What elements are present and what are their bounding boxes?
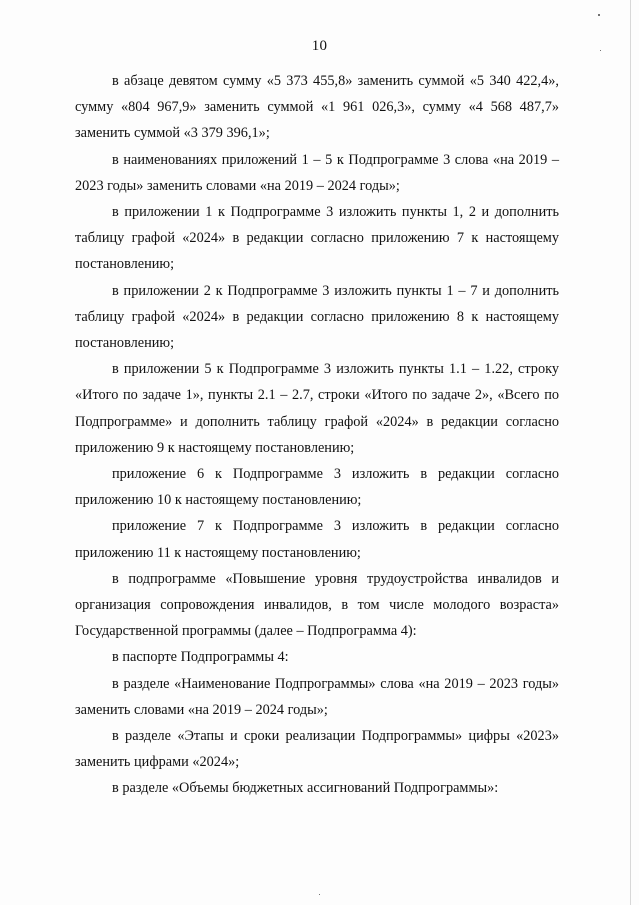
paragraph: в приложении 1 к Подпрограмме 3 изложить пункты 1, 2 и дополнить таблицу графой «2024» в редакции согласно приложению 7 к настоящему постановлению; xyxy=(75,204,559,273)
paragraph: в приложении 2 к Подпрограмме 3 изложить пункты 1 – 7 и дополнить таблицу графой «2024» в редакции согласно приложению 8 к настоящему постановлению; xyxy=(75,282,559,352)
paragraph: в паспорте Подпрограммы 4: xyxy=(112,649,289,666)
document-body xyxy=(75,68,559,802)
paragraph: в абзаце девятом сумму «5 373 455,8» заменить суммой «5 340 422,4», сумму «804 967,9» заменить суммой «1 961 026,3», сумму «4 568 487,7» заменить суммой «3 379 396,1»; xyxy=(75,73,559,142)
paragraph: приложение 7 к Подпрограмме 3 изложить в редакции согласно приложению 11 к настоящему постановлению; xyxy=(75,518,559,561)
paragraph: приложение 6 к Подпрограмме 3 изложить в редакции согласно приложению 10 к настоящему постановлению; xyxy=(75,466,559,509)
page-number: 10 xyxy=(311,38,328,54)
paragraph: в наименованиях приложений 1 – 5 к Подпрограмме 3 слова «на 2019 – 2023 годы» заменить словами «на 2019 – 2024 годы»; xyxy=(75,151,559,194)
paragraph: в разделе «Объемы бюджетных ассигнований Подпрограммы»: xyxy=(112,780,499,797)
paragraph: в разделе «Наименование Подпрограммы» слова «на 2019 – 2023 годы» заменить словами «на 2019 – 2024 годы»; xyxy=(75,675,559,718)
scan-speck xyxy=(319,894,320,895)
paragraph: в приложении 5 к Подпрограмме 3 изложить пункты 1.1 – 1.22, строку «Итого по задаче 1», пункты 2.1 – 2.7, строки «Итого по задаче 2», «Всего по Подпрограмме» и дополнить таблицу графой «2024» в редакции согласно приложению 9 к настоящему постановлению; xyxy=(75,361,559,456)
scan-edge-line xyxy=(630,0,631,905)
paragraph: в разделе «Этапы и сроки реализации Подпрограммы» цифры «2023» заменить цифрами «2024»; xyxy=(75,728,559,771)
scan-speck xyxy=(598,14,600,16)
paragraph: в подпрограмме «Повышение уровня трудоустройства инвалидов и организация сопровождения инвалидов, в том числе молодого возраста» Государственной программы (далее – Подпрограмма 4): xyxy=(75,570,559,640)
